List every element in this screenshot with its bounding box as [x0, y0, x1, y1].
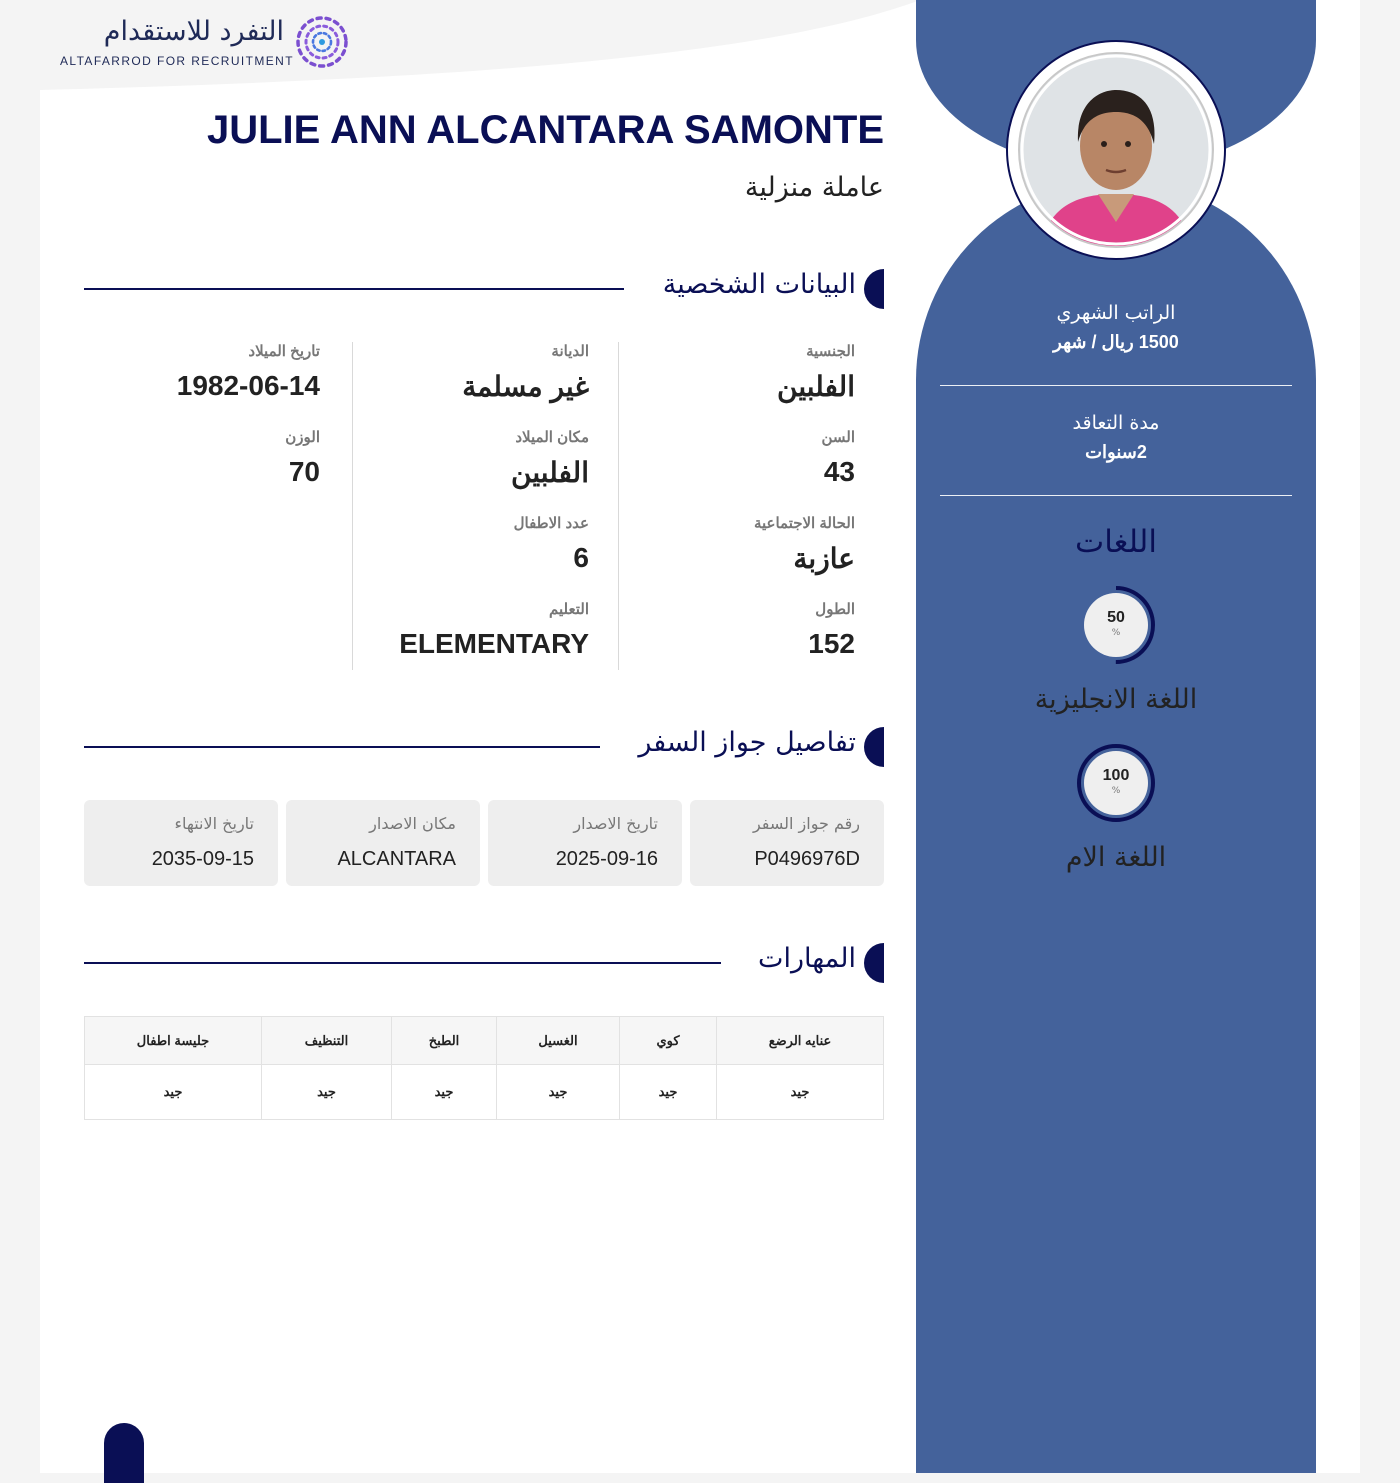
field-weight [285, 428, 320, 488]
page-footer-tab [104, 1423, 144, 1483]
dotted-circle-logo-icon [294, 14, 350, 70]
sidebar-divider [940, 495, 1292, 496]
profile-photo [1018, 52, 1214, 248]
percent-symbol: % [1111, 628, 1121, 638]
skill-header: جليسة اطفال [85, 1017, 262, 1065]
skill-header: الطبخ [392, 1017, 497, 1065]
contract-label: مدة التعاقد [1072, 412, 1160, 434]
field-value: الفلبين [777, 371, 855, 402]
field-birthdate [177, 342, 320, 402]
field-education [399, 600, 589, 660]
field-birthplace [511, 428, 589, 489]
salary-value: 1500 ريال / شهر [1053, 332, 1179, 352]
language-item [916, 584, 1316, 715]
field-value: 152 [808, 628, 855, 659]
skills-table [84, 1016, 884, 1120]
skill-header: عنايه الرضع [717, 1017, 884, 1065]
skill-value: جيد [620, 1065, 717, 1120]
passport-label: تاريخ الاصدار [573, 814, 658, 833]
passport-card [286, 800, 480, 886]
field-label: الديانة [551, 343, 589, 360]
salary-block [940, 302, 1292, 353]
field-value: 43 [823, 456, 855, 487]
salary-label: الراتب الشهري [1056, 302, 1176, 324]
field-label: الجنسية [806, 343, 855, 360]
language-progress-ring [1075, 742, 1157, 824]
skill-header: الغسيل [497, 1017, 620, 1065]
sidebar [916, 0, 1316, 1473]
skill-value: جيد [262, 1065, 392, 1120]
passport-value: P0496976D [754, 848, 860, 870]
field-label: السن [821, 429, 855, 446]
personal-column [84, 342, 350, 670]
passport-card [84, 800, 278, 886]
field-label: الطول [815, 601, 855, 618]
field-nationality [777, 342, 855, 403]
passport-label: مكان الاصدار [369, 814, 456, 833]
field-value: الفلبين [511, 457, 589, 488]
skill-value: جيد [497, 1065, 620, 1120]
section-line [84, 962, 721, 964]
section-title: البيانات الشخصية [662, 269, 856, 300]
job-title: عاملة منزلية [744, 172, 884, 203]
profile-photo-frame [1006, 40, 1226, 260]
field-value: ELEMENTARY [399, 628, 589, 659]
table-row [85, 1065, 884, 1120]
passport-cards [84, 800, 884, 886]
passport-value: 2025-09-16 [555, 848, 658, 870]
skill-value: جيد [85, 1065, 262, 1120]
field-height [808, 600, 855, 660]
language-name: اللغة الام [1065, 842, 1167, 873]
language-name: اللغة الانجليزية [1034, 684, 1198, 715]
personal-column [352, 342, 619, 670]
skill-value: جيد [392, 1065, 497, 1120]
passport-label: رقم جواز السفر [752, 814, 860, 833]
field-marital-status [754, 514, 855, 575]
field-children [514, 514, 589, 574]
field-label: عدد الاطفال [513, 515, 589, 532]
contract-value: 2سنوات [1085, 442, 1147, 462]
candidate-name: JULIE ANN ALCANTARA SAMONTE [206, 108, 884, 152]
field-value: 70 [288, 456, 320, 487]
personal-column [618, 342, 885, 670]
brand-name-ar: التفرد للاستقدام [103, 16, 284, 47]
language-percent: 50 [1107, 609, 1125, 626]
languages-title: اللغات [1075, 524, 1157, 560]
field-label: الحالة الاجتماعية [753, 515, 855, 532]
skill-header: التنظيف [262, 1017, 392, 1065]
personal-details-grid [84, 342, 884, 670]
section-title: المهارات [758, 943, 856, 974]
language-percent: 100 [1102, 767, 1130, 784]
passport-value: ALCANTARA [337, 848, 456, 870]
field-label: تاريخ الميلاد [248, 343, 320, 360]
field-label: التعليم [549, 601, 589, 618]
passport-card [488, 800, 682, 886]
sidebar-divider [940, 385, 1292, 386]
passport-card [690, 800, 884, 886]
brand-name-en: ALTAFARROD FOR RECRUITMENT [60, 54, 294, 68]
section-line [84, 288, 624, 290]
table-header-row [85, 1017, 884, 1065]
field-value: 6 [573, 542, 589, 573]
section-title: تفاصيل جواز السفر [638, 727, 856, 758]
section-header-passport [84, 725, 884, 769]
section-cap-icon [864, 269, 884, 309]
section-cap-icon [864, 943, 884, 983]
section-cap-icon [864, 727, 884, 767]
passport-label: تاريخ الانتهاء [174, 814, 254, 833]
passport-value: 2035-09-15 [151, 848, 254, 870]
field-value: غير مسلمة [462, 371, 589, 402]
brand-logo [60, 14, 350, 72]
percent-symbol: % [1111, 786, 1121, 796]
field-label: مكان الميلاد [515, 429, 589, 446]
field-religion [462, 342, 589, 403]
skill-header: كوي [620, 1017, 717, 1065]
field-label: الوزن [285, 429, 320, 446]
section-line [84, 746, 600, 748]
field-value: 1982-06-14 [176, 370, 320, 401]
skill-value: جيد [717, 1065, 884, 1120]
field-age [821, 428, 855, 488]
section-header-skills [84, 941, 884, 985]
field-value: عازبة [793, 543, 855, 574]
section-header-personal [84, 267, 884, 311]
language-progress-ring [1075, 584, 1157, 666]
language-item [916, 742, 1316, 873]
contract-block [940, 412, 1292, 463]
